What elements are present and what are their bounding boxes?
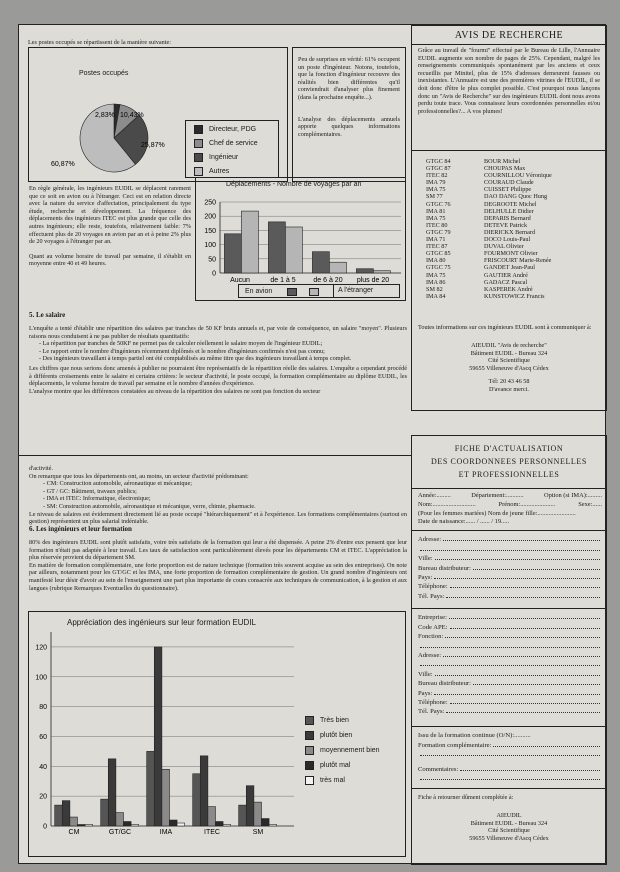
avis-person-row	[426, 264, 604, 271]
field-ville[interactable]: Ville:	[418, 553, 602, 562]
y-tick-label: 60	[39, 733, 47, 741]
section5-dept: - IMA et ITEC: Informatique, électronique;	[43, 495, 151, 503]
bar	[147, 751, 155, 826]
section5-p3b: d'activité.	[29, 465, 53, 472]
person-code: IMA 75	[426, 186, 446, 194]
person-code: IMA 81	[426, 207, 446, 215]
blank-line[interactable]	[418, 773, 602, 782]
field-adresse[interactable]: Adresse:	[418, 534, 602, 543]
section6-block	[29, 539, 407, 592]
sexe-field[interactable]: Sexe:......	[578, 500, 602, 508]
y-tick-label: 40	[39, 763, 47, 771]
avis-person-row	[426, 186, 604, 193]
bar	[223, 825, 231, 826]
legend-swatch	[194, 167, 203, 176]
travel-legend-etranger: A l'étranger	[333, 285, 399, 297]
section5-bullet: - La répartition par tranches de 50KF ne permet pas de calculer réellement le salaire moyen de l'ingénieur EUDIL;	[39, 340, 323, 348]
form-xtick-1: GT/GC	[108, 829, 132, 836]
person-name: GAUTIER André	[484, 271, 528, 279]
avis-person-row	[426, 286, 604, 293]
section5-dept: - GT / GC: Bâtiment, travaux publics;	[43, 487, 137, 495]
page	[18, 24, 606, 864]
section5-bullet: - Des ingénieurs travaillant à temps partiel ont été comptabilisés au même titre que des ingénieurs travaillant à temps complet.	[39, 355, 352, 363]
person-name: DUVAL Olivier	[484, 243, 524, 251]
field-code-ape[interactable]: Code APE:	[418, 621, 602, 630]
section5-block-2	[29, 465, 407, 526]
pie-legend-item: Ingénieur	[194, 151, 278, 165]
form-legend-item: moyennement bien	[305, 744, 380, 759]
bar	[246, 786, 254, 826]
fiche-return-address	[412, 812, 606, 842]
travel-xtick-2: de 6 à 20	[313, 277, 343, 284]
option-field[interactable]: Option (si IMA):.........	[543, 492, 602, 499]
field-pays[interactable]: Pays:	[418, 687, 602, 696]
travel-chart	[196, 178, 405, 300]
form-legend-item: plutôt bien	[305, 729, 380, 744]
travel-chart-box	[195, 177, 406, 301]
avis-person-row	[426, 293, 604, 300]
address-line: AIEUDIL "Avis de recherche"	[471, 342, 547, 349]
person-code: ITEC 87	[426, 243, 448, 251]
person-name: FOURMONT Olivier	[484, 250, 538, 258]
section5-block	[29, 325, 407, 395]
avis-box	[411, 25, 607, 411]
bar	[224, 234, 241, 273]
avis-person-row	[426, 250, 604, 257]
avis-person-row	[426, 257, 604, 264]
bar	[215, 822, 223, 826]
fiche-rule	[412, 788, 606, 789]
bar	[131, 825, 139, 826]
person-name: GADACZ Pascal	[484, 278, 528, 286]
pie-title: Postes occupés	[79, 70, 129, 77]
avis-person-row	[426, 193, 604, 200]
person-name: CUISSET Philippe	[484, 186, 532, 194]
left-mid-text	[29, 185, 191, 268]
person-name: GANDET Jean-Paul	[484, 264, 535, 272]
legend-swatch	[305, 761, 314, 770]
form-legend-item: plutôt mal	[305, 759, 380, 774]
person-name: KASPEREK André	[484, 285, 533, 293]
nom-jeune-fille-field[interactable]: (Pour les femmes mariées) Nom de jeune fille:........................	[418, 509, 576, 517]
section5-bullet: - Le rapport entre le nombre d'ingénieurs récemment diplômés et le nombre d'ingénieurs confirmés n'est pas connu;	[39, 347, 325, 355]
y-tick-label: 120	[35, 644, 47, 652]
avis-address	[412, 342, 606, 394]
blank-line[interactable]	[418, 659, 602, 668]
pie-legend	[185, 120, 279, 178]
form-xtick-3: ITEC	[204, 829, 220, 836]
pie-legend-item: Chef de service	[194, 137, 278, 151]
travel-xtick-1: de 1 à 5	[270, 277, 296, 284]
fiche-rule	[412, 530, 606, 531]
blank-line[interactable]	[418, 749, 602, 758]
formation-chart-title: Appréciation des ingénieurs sur leur formation EUDIL	[67, 618, 256, 627]
person-code: IMA 84	[426, 292, 446, 300]
address-line: AIEUDIL	[496, 812, 522, 819]
avis-person-row	[426, 158, 604, 165]
person-code: IMA 86	[426, 278, 446, 286]
section5-p5: Le niveau de salaires est évidemment directement lié au poste occupé "hiérarchiquement" et à l'expérience. Les formations complémentaires (surtout en gestion) représentent un plus salarial indéniable.	[29, 510, 407, 526]
field-entreprise[interactable]: Entreprise:	[418, 612, 602, 621]
address-line: Bâtiment EUDIL - Bureau 324	[470, 349, 548, 357]
right-top-p2: L'analyse des déplacements annuels apporte quelques informations complémentaires.	[298, 115, 400, 138]
person-code: IMA 75	[426, 214, 446, 222]
legend-swatch	[305, 731, 314, 740]
prenom-field[interactable]: Prénom:......................	[498, 500, 556, 508]
bar	[116, 813, 124, 826]
departement-field[interactable]: Département:...........	[471, 492, 524, 499]
address-line: 59655 Villeneuve d'Ascq Cédex	[469, 364, 549, 372]
y-tick-label: 0	[43, 823, 47, 831]
left-mid-p2: Quant au volume horaire de travail par semaine, il s'établit en moyenne entre 40 et 49 heures.	[29, 252, 191, 268]
bar	[77, 825, 85, 826]
form-xtick-2: IMA	[159, 829, 173, 836]
person-code: GTGC 87	[426, 165, 451, 173]
bar	[101, 799, 109, 826]
travel-xtick-3: plus de 20	[356, 277, 390, 284]
section6-p1: 80% des ingénieurs EUDIL sont plutôt satisfaits, voire très satisfaits de la formation qui leur a été dispensée. A peine 2% d'entre eux pensent que leur formation n'était pas adaptée à leur travail. Les taux de satisfaction sont particulièrement élevés pour les départements CM et ITEC. L'appréciation la plus réservée provient du département SM.	[29, 539, 407, 562]
section6-p2: En matière de formation complémentaire, une forte proportion est de nature technique (formation très souvent acquise au sein des entreprises). On note par ailleurs, notamment pour les GT/GC et les IMA, une forte proportion de formation complémentaire de gestion. Un grand nombre d'ingénieurs ont manifesté leur désir d'avoir au sein de l'enseignement une part plus importante de cours consacrée aux techniques de communication, à la gestion et aux langues (rubrique Remarques Eventuelles du questionnaire).	[29, 561, 407, 592]
fiche-retour: Fiche à retourner dûment complétée à:	[418, 794, 514, 801]
person-code: GTGC 76	[426, 200, 451, 208]
person-code: IMA 80	[426, 257, 446, 265]
field-fonction[interactable]: Fonction:	[418, 631, 602, 640]
bar	[241, 211, 258, 273]
avis-title-rule	[412, 44, 606, 45]
address-line: Bâtiment EUDIL - Bureau 324	[470, 819, 548, 827]
bar	[162, 769, 170, 826]
commentaires-field[interactable]: Commentaires:	[418, 763, 602, 772]
bar	[85, 825, 93, 826]
person-name: DIERICKX Bernard	[484, 228, 536, 236]
y-tick-label: 100	[35, 674, 47, 682]
person-code: IMA 79	[426, 179, 446, 187]
form-xtick-0: CM	[68, 829, 80, 836]
bar	[200, 756, 208, 826]
section5-heading: 5. Le salaire	[29, 311, 66, 319]
bar	[239, 805, 247, 826]
bar	[108, 759, 116, 826]
person-name: DEPARIS Bernard	[484, 214, 531, 222]
blank-line[interactable]	[418, 543, 602, 552]
person-name: DEGROOTE Michel	[484, 200, 537, 208]
bar	[123, 822, 131, 826]
address-line: Cité Scientifique	[488, 827, 530, 835]
avis-people-list	[426, 158, 604, 300]
section6-heading: 6. Les ingénieurs et leur formation	[29, 525, 132, 533]
avis-person-row	[426, 229, 604, 236]
field-pays[interactable]: Pays:	[418, 572, 602, 581]
person-name: DAO DANG Quoc Hung	[484, 193, 548, 201]
avis-rule	[412, 150, 606, 151]
travel-legend	[238, 284, 400, 298]
pie-label-1: 2,83%	[95, 112, 115, 119]
fiche-rule	[412, 488, 606, 489]
fiche-extra	[418, 730, 602, 782]
fiche-box	[411, 435, 607, 865]
avis-person-row	[426, 272, 604, 279]
y-tick-label: 200	[204, 213, 216, 221]
fiche-title-line: ET PROFESSIONNELLES	[458, 470, 560, 479]
form-xtick-4: SM	[252, 829, 264, 836]
fiche-identity	[418, 492, 602, 527]
section5-p4: On remarque que tous les départements ont, au moins, un secteur d'activité prédominant:	[29, 472, 249, 480]
avis-title: AVIS DE RECHERCHE	[454, 30, 564, 41]
fiche-title-line: FICHE D'ACTUALISATION	[454, 444, 564, 453]
person-code: GTGC 79	[426, 228, 451, 236]
avis-person-row	[426, 236, 604, 243]
bar	[55, 805, 63, 826]
bar	[285, 227, 302, 273]
legend-swatch	[309, 288, 319, 296]
bar	[62, 801, 70, 826]
section5-p1: L'enquête a tenté d'établir une répartition des salaires par tranches de 50 KF bruts annuels et, par voie de conséquence, un salaire "moyen". Plusieurs raisons nous conduisent à ne pas publier de résultats quantitatifs:	[29, 325, 407, 340]
person-code: IMA 71	[426, 236, 446, 244]
person-name: COURAUD Claude	[484, 179, 534, 187]
field-t-l-phone[interactable]: Téléphone:	[418, 697, 602, 706]
blank-line[interactable]	[418, 640, 602, 649]
avis-person-row	[426, 172, 604, 179]
bar	[269, 825, 277, 826]
travel-chart-title: Déplacements - Nombre de voyages par an	[226, 181, 362, 188]
y-tick-label: 250	[204, 199, 216, 207]
person-code: ITEC 80	[426, 221, 448, 229]
section5-p2: Les chiffres que nous serions donc amenés à publier ne pourraient être représentatifs de la répartition réelle des salaires. L'enquête a cependant procédé à différents croisements entre le salaire et certains critères: le secteur d'activité, le poste occupé, la formation complémentaire au diplôme EUDIL, les déplacements, le volume horaire de travail par semaine et le nombre d'années d'expérience.	[29, 364, 407, 388]
person-code: GTGC 75	[426, 264, 451, 272]
bar	[70, 817, 78, 826]
fiche-title	[412, 442, 606, 481]
y-tick-label: 100	[204, 242, 216, 250]
bar	[193, 774, 201, 826]
section5-dept: - SM: Construction automobile, aéronautique et mécanique, verre, chimie, pharmacie.	[43, 502, 256, 510]
bar	[169, 820, 177, 826]
professional-fields	[418, 612, 602, 715]
person-name: BOUR Michel	[484, 158, 521, 165]
issu-field[interactable]: Issu de la formation continue (O/N):..........	[418, 732, 531, 740]
avis-person-row	[426, 215, 604, 222]
bar	[261, 819, 269, 826]
avis-person-row	[426, 279, 604, 286]
avis-person-row	[426, 208, 604, 215]
avis-person-row	[426, 179, 604, 186]
avis-person-row	[426, 165, 604, 172]
travel-xtick-0: Aucun	[230, 277, 250, 284]
personal-fields	[418, 534, 602, 600]
field-t-l-pays[interactable]: Tél. Pays:	[418, 590, 602, 599]
person-name: DELHULLE Didier	[484, 207, 534, 215]
fiche-title-line: DES COORDONNEES PERSONNELLES	[431, 457, 587, 466]
form-legend-item: très mal	[305, 774, 380, 789]
pie-label-3: 25,87%	[141, 142, 165, 149]
person-name: KUNSTOWICZ Francis	[484, 292, 545, 300]
section5-p3: L'analyse montre que les différences constatées au niveau de la répartition des salaires ne sont pas fonction du secteur	[29, 387, 321, 395]
nom-field[interactable]: Nom:...........................	[418, 500, 476, 508]
address-line: Cité Scientifique	[488, 357, 530, 365]
pie-label-2: 10,43%	[120, 112, 144, 119]
person-name: COURNILLOU Véronique	[484, 172, 552, 180]
avis-person-row	[426, 243, 604, 250]
address-line: 59655 Villeneuve d'Ascq Cédex	[469, 834, 549, 842]
fiche-rule	[412, 726, 606, 727]
avis-intro: Grâce au travail de "fourmi" effectué par le Bureau de Lille, l'Annuaire EUDIL augmente son nombre de pages de 25%. Cependant, malgré les renseignements communiqués spontanément par les anciens et ceux recueillis par Minitel, plus de 15% d'adresses demeurent fausses ou inexistantes. L'Annuaire est une des premières vitrines de l'EUDIL, il se doit donc d'être le plus complet possible. C'est pourquoi nous lançons donc un "Avis de Recherche" sur des ingénieurs EUDIL dont nous avons perdu toute trace. Vous connaissez leurs coordonnées personnelles et/ou professionnelles?... A vos plumes!	[418, 47, 600, 115]
legend-swatch	[287, 288, 297, 296]
formation-chart-box	[28, 611, 406, 857]
field-bureau-distributeur[interactable]: Bureau distributeur:	[418, 678, 602, 687]
person-code: SM 82	[426, 285, 443, 293]
field-bureau-distributeur[interactable]: Bureau distributeur:	[418, 562, 602, 571]
intro-text: Les postes occupés se répartissent de la manière suivante:	[28, 39, 171, 46]
person-name: DETEVE Patrick	[484, 221, 528, 229]
bar	[254, 802, 262, 826]
bar	[356, 269, 373, 273]
section5-dept: - CM: Construction automobile, aéronautique et mécanique;	[43, 480, 192, 488]
legend-swatch	[305, 746, 314, 755]
person-code: SM 77	[426, 193, 443, 201]
form-legend-item: Très bien	[305, 714, 380, 729]
annee-field[interactable]: Année:.........	[418, 492, 451, 499]
field-ville[interactable]: Ville:	[418, 668, 602, 677]
pie-legend-item: Autres	[194, 165, 278, 179]
person-code: ITEC 82	[426, 172, 448, 180]
bar	[154, 647, 162, 826]
avis-tel: Tél: 20 43 46 58	[488, 378, 530, 386]
legend-swatch	[194, 153, 203, 162]
bar	[329, 262, 346, 273]
bar	[312, 252, 329, 273]
naissance-field[interactable]: Date de naissance:...... / ...... / 19.....	[418, 518, 510, 526]
field-t-l-phone[interactable]: Téléphone:	[418, 581, 602, 590]
y-tick-label: 20	[39, 793, 47, 801]
legend-swatch	[194, 139, 203, 148]
person-name: DOCO Louis-Paul	[484, 236, 531, 244]
avis-contact-intro: Toutes informations sur ces ingénieurs EUDIL sont à communiquer à:	[418, 324, 592, 331]
bar	[373, 271, 390, 273]
pie-legend-item: Directeur, PDG	[194, 123, 278, 137]
avis-person-row	[426, 222, 604, 229]
legend-swatch	[305, 716, 314, 725]
y-tick-label: 150	[204, 227, 216, 235]
bar	[268, 222, 285, 273]
person-code: IMA 75	[426, 271, 446, 279]
bar	[208, 807, 216, 826]
legend-swatch	[194, 125, 203, 134]
fiche-rule	[412, 608, 606, 609]
legend-swatch	[305, 776, 314, 785]
person-code: GTGC 84	[426, 158, 451, 165]
left-mid-p1: En règle générale, les ingénieurs EUDIL se déplacent rarement que ce soit en avion ou à l'étranger. Ceci est en relation directe avec la nature du service d'affectation, principalement du type étude, recherche et développement. La fréquence des déplacements des ingénieurs ITEC est plus grande que celle des autres ingénieurs; elle reste, toutefois, relativement faible: 7% effectuent plus de 20 voyages en avion par an et à peine 2% plus de 20 voyages à l'étranger par an.	[29, 185, 191, 246]
avis-person-row	[426, 201, 604, 208]
right-top-text-box	[292, 47, 406, 182]
bar	[177, 823, 185, 826]
y-tick-label: 80	[39, 704, 47, 712]
pie-label-4: 60,87%	[51, 161, 75, 168]
y-tick-label: 0	[212, 270, 216, 278]
divider	[19, 455, 412, 456]
y-tick-label: 50	[208, 256, 216, 264]
field-t-l-pays[interactable]: Tél. Pays:	[418, 706, 602, 715]
field-adresse[interactable]: Adresse:	[418, 650, 602, 659]
person-name: FRISCOURT Marie-Renée	[484, 257, 552, 265]
avis-thanks: D'avance merci.	[489, 385, 529, 393]
right-top-p1: Peu de surprises en vérité: 61% occupent un poste d'ingénieur. Notons, toutefois, que la fonction d'ingénieur recouvre des réalités bien différentes qu'il conviendrait d'analyser plus finement (dans la prochaine enquête...).	[298, 56, 400, 101]
pie-chart-box	[28, 47, 288, 182]
person-name: CHOUPAS Max	[484, 165, 526, 173]
travel-legend-avion: En avion	[245, 288, 273, 295]
formation-comp-field[interactable]: Formation complémentaire:	[418, 739, 602, 748]
person-code: GTGC 85	[426, 250, 451, 258]
formation-legend	[305, 714, 380, 789]
